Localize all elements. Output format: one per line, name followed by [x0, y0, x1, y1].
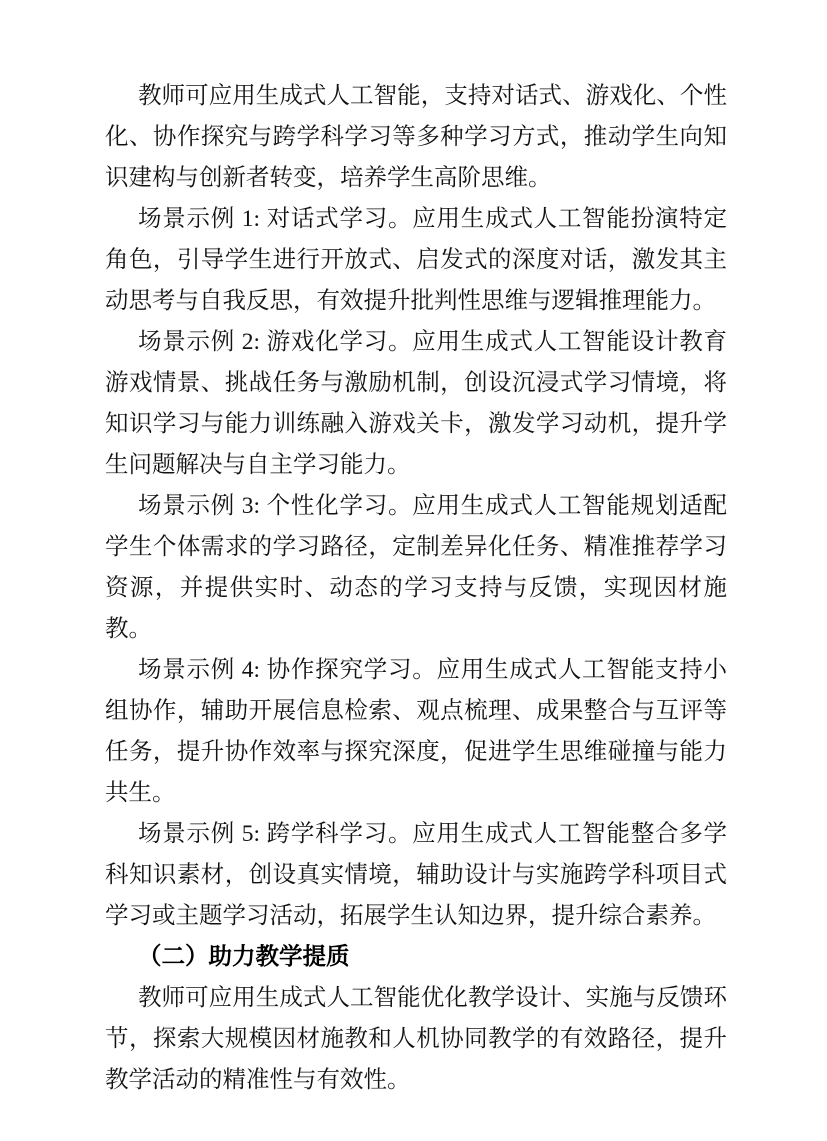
- paragraph: 场景示例 2: 游戏化学习。应用生成式人工智能设计教育游戏情景、挑战任务与激励机制，创设沉浸式学习情境，将知识学习与能力训练融入游戏关卡，激发学习动机，提升学生问题解决与自主学习能力。: [105, 329, 727, 478]
- section-heading: （二）助力教学提质: [138, 944, 350, 970]
- paragraph: 场景示例 5: 跨学科学习。应用生成式人工智能整合多学科知识素材，创设真实情境，辅助设计与实施跨学科项目式学习或主题学习活动，拓展学生认知边界，提升综合素养。: [105, 821, 727, 929]
- paragraph: 教师可应用生成式人工智能，支持对话式、游戏化、个性化、协作探究与跨学科学习等多种学习方式，推动学生向知识建构与创新者转变，培养学生高阶思维。: [105, 83, 727, 191]
- document-text-body: [105, 76, 727, 1101]
- paragraph: 场景示例 3: 个性化学习。应用生成式人工智能规划适配学生个体需求的学习路径，定制差异化任务、精准推荐学习资源，并提供实时、动态的学习支持与反馈，实现因材施教。: [105, 493, 727, 642]
- paragraph: 场景示例 1: 对话式学习。应用生成式人工智能扮演特定角色，引导学生进行开放式、启发式的深度对话，激发其主动思考与自我反思，有效提升批判性思维与逻辑推理能力。: [105, 206, 727, 314]
- paragraph: 场景示例 4: 协作探究学习。应用生成式人工智能支持小组协作，辅助开展信息检索、观点梳理、成果整合与互评等任务，提升协作效率与探究深度，促进学生思维碰撞与能力共生。: [105, 657, 727, 806]
- paragraph: 教师可应用生成式人工智能优化教学设计、实施与反馈环节，探索大规模因材施教和人机协同教学的有效路径，提升教学活动的精准性与有效性。: [105, 985, 727, 1093]
